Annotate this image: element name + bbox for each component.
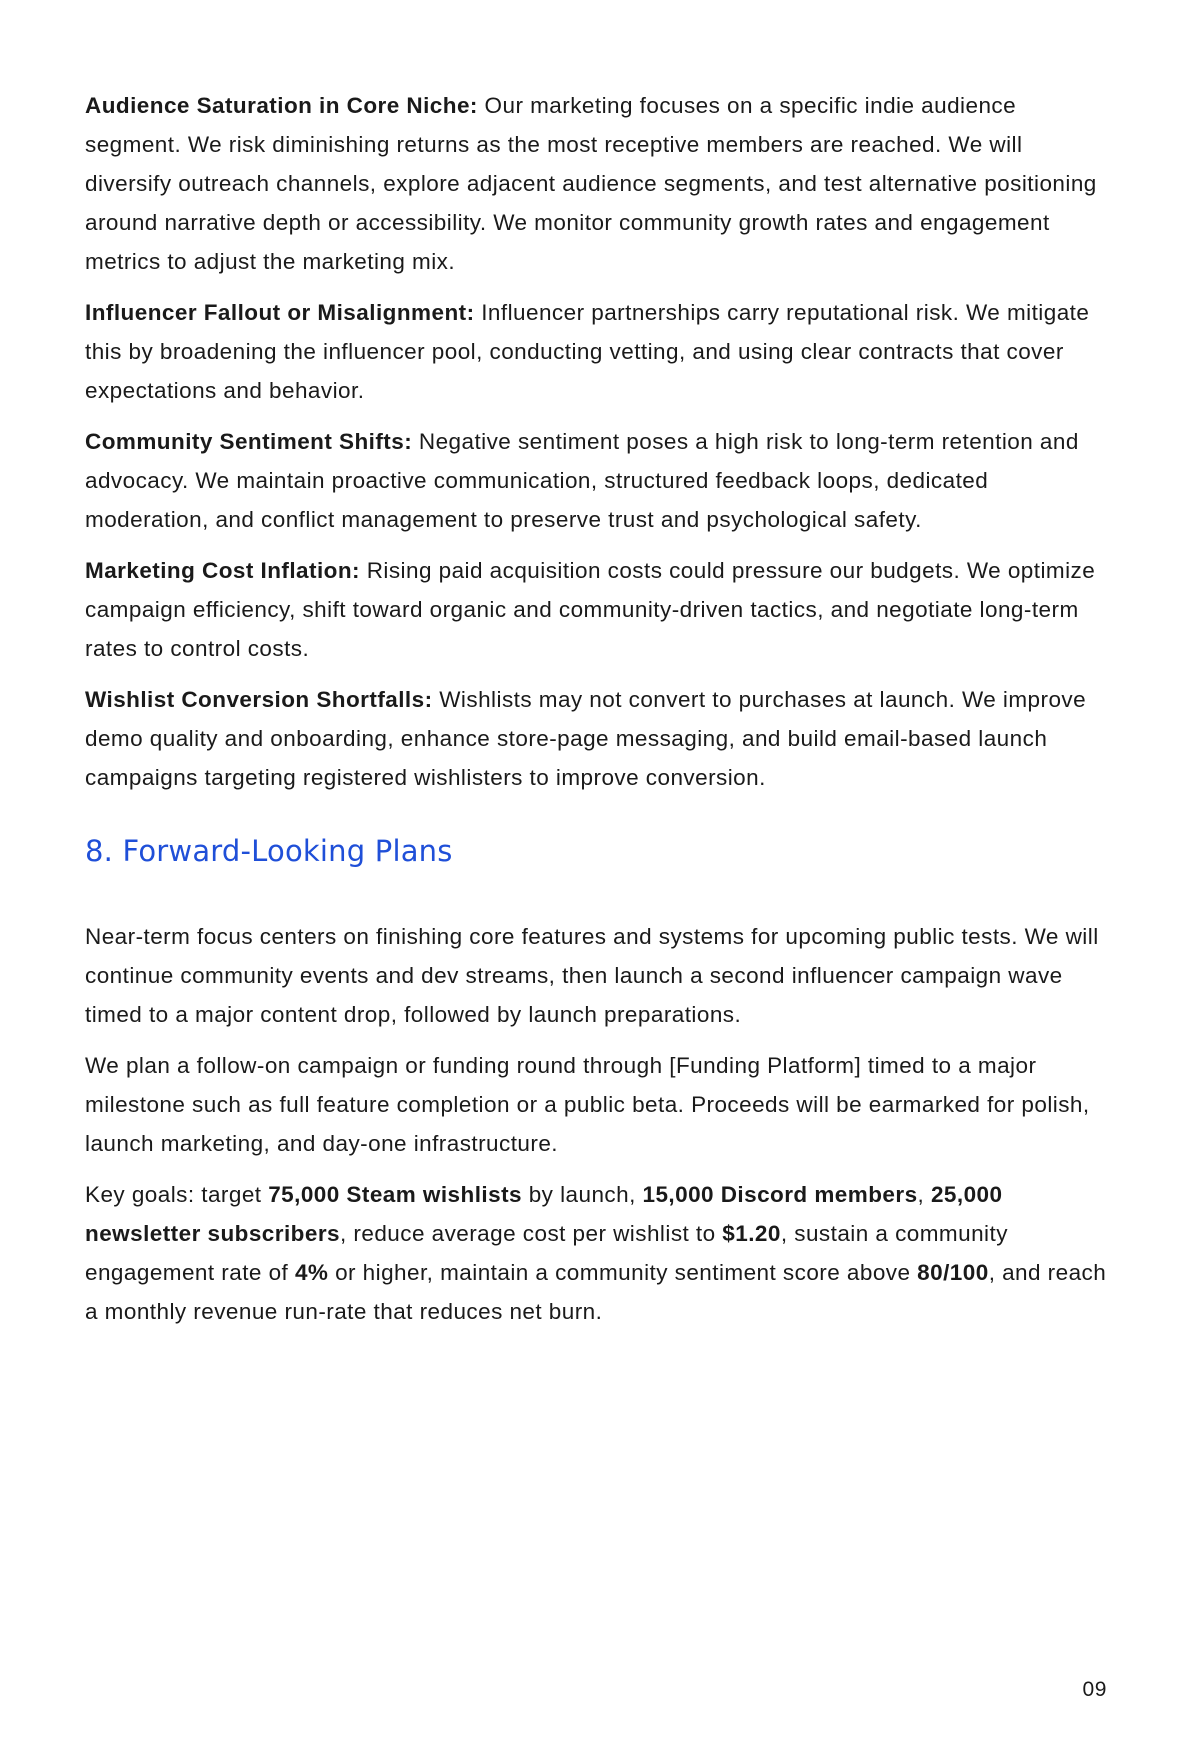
risk-text: Our marketing focuses on a specific indie audience segment. We risk diminishing returns as the most receptive members are reached. We will diversify outreach channels, explore adjacent audience segments, and test alternative positioning around narrative depth or accessibility. We monitor community growth rates and engagement metrics to adjust the marketing mix. <box>85 93 1097 274</box>
goals-text: , sustain a community engagement rate of <box>85 1221 1008 1285</box>
risk-text: Negative sentiment poses a high risk to long-term retention and advocacy. We maintain proactive communication, structured feedback loops, dedicated moderation, and conflict management to preserve trust and psychological safety. <box>85 429 1079 532</box>
risk-influencer-fallout <box>85 293 1115 410</box>
goals-text: , and reach a monthly revenue run-rate that reduces net burn. <box>85 1260 1107 1324</box>
risk-title: Wishlist Conversion Shortfalls: <box>85 687 433 712</box>
risk-title: Marketing Cost Inflation: <box>85 558 360 583</box>
risk-community-sentiment <box>85 422 1115 539</box>
goal-discord-members: 15,000 Discord members <box>642 1182 918 1207</box>
section-heading: 8. Forward-Looking Plans <box>85 834 453 868</box>
plans-paragraph-key-goals <box>85 1175 1115 1331</box>
goals-text: , reduce average cost per wishlist to <box>340 1221 723 1246</box>
risk-wishlist-conversion <box>85 680 1115 797</box>
risk-title: Community Sentiment Shifts: <box>85 429 413 454</box>
goal-steam-wishlists: 75,000 Steam wishlists <box>268 1182 522 1207</box>
goal-newsletter-subscribers: 25,000 newsletter subscribers <box>85 1182 1003 1246</box>
goal-sentiment-score: 80/100 <box>917 1260 989 1285</box>
risk-text: Influencer partnerships carry reputational risk. We mitigate this by broadening the influencer pool, conducting vetting, and using clear contracts that cover expectations and behavior. <box>85 300 1090 403</box>
document-page <box>85 86 1115 1343</box>
page-number: 09 <box>1082 1678 1107 1701</box>
goals-text: , <box>917 1182 931 1207</box>
risk-text: Wishlists may not convert to purchases at launch. We improve demo quality and onboarding, enhance store-page messaging, and build email-based launch campaigns targeting registered wishlisters to improve conversion. <box>85 687 1087 790</box>
goals-text: Key goals: target <box>85 1182 269 1207</box>
risk-marketing-cost <box>85 551 1115 668</box>
goal-cost-per-wishlist: $1.20 <box>722 1221 781 1246</box>
plans-paragraph-funding: We plan a follow-on campaign or funding round through [Funding Platform] timed to a major milestone such as full feature completion or a public beta. Proceeds will be earmarked for polish, launch marketing, and day-one infrastructure. <box>85 1053 1090 1156</box>
plans-paragraph-near-term: Near-term focus centers on finishing core features and systems for upcoming public tests. We will continue community events and dev streams, then launch a second influencer campaign wave timed to a major content drop, followed by launch preparations. <box>85 924 1099 1027</box>
goals-text: by launch, <box>522 1182 643 1207</box>
goals-text: or higher, maintain a community sentiment score above <box>328 1260 918 1285</box>
risk-title: Audience Saturation in Core Niche: <box>85 93 478 118</box>
risk-text: Rising paid acquisition costs could pressure our budgets. We optimize campaign efficiency, shift toward organic and community-driven tactics, and negotiate long-term rates to control costs. <box>85 558 1096 661</box>
risk-audience-saturation <box>85 86 1115 281</box>
risk-title: Influencer Fallout or Misalignment: <box>85 300 475 325</box>
goal-engagement-rate: 4% <box>294 1260 329 1285</box>
